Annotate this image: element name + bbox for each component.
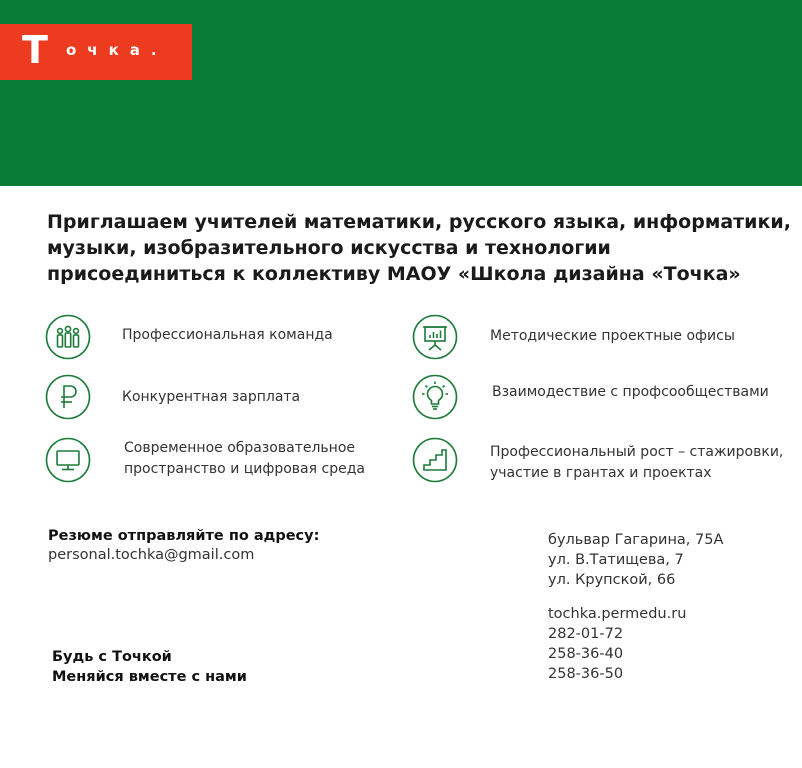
phone-number[interactable]: 258-36-50 (548, 666, 624, 682)
contact-email-link[interactable]: personal.tochka@gmail.com (48, 547, 255, 563)
feature-space-line: Современное образовательное (124, 440, 356, 456)
slogan-line: Будь с Точкой (52, 649, 172, 665)
logo-wordmark: очка. (66, 41, 168, 59)
slogan-line: Меняйся вместе с нами (52, 669, 247, 685)
feature-team-text: Профессиональная команда (122, 327, 333, 343)
feature-space-line: пространство и цифровая среда (124, 461, 365, 477)
logo-letter: Т (22, 28, 48, 72)
feature-community-text: Взаимодествие с профсообществами (492, 384, 769, 400)
ruble-icon (45, 374, 91, 420)
people-icon (45, 314, 91, 360)
phone-number[interactable]: 282-01-72 (548, 626, 624, 642)
address-line: бульвар Гагарина, 75А (548, 532, 724, 548)
title-line: присоединиться к коллективу МАОУ «Школа дизайна «Точка» (47, 263, 741, 285)
feature-growth-line: участие в грантах и проектах (490, 465, 712, 481)
feature-growth-line: Профессиональный рост – стажировки, (490, 444, 784, 460)
address-line: ул. В.Татищева, 7 (548, 552, 684, 568)
feature-offices-text: Методические проектные офисы (490, 328, 735, 344)
address-spacer (548, 590, 723, 604)
slogan (52, 647, 247, 687)
phone-number[interactable]: 258-36-40 (548, 646, 624, 662)
address-line: ул. Крупской, 66 (548, 572, 676, 588)
address-block (548, 530, 723, 684)
stairs-icon (412, 437, 458, 483)
feature-growth-text (490, 442, 783, 484)
page-title (47, 209, 791, 287)
monitor-icon (45, 437, 91, 483)
title-line: музыки, изобразительного искусства и технологии (47, 237, 611, 259)
title-line: Приглашаем учителей математики, русского языка, информатики, (47, 211, 791, 233)
feature-space-text (124, 438, 365, 480)
presentation-board-icon (412, 314, 458, 360)
feature-salary-text: Конкурентная зарплата (122, 389, 301, 405)
lightbulb-icon (412, 374, 458, 420)
logo (0, 24, 192, 80)
website-link[interactable]: tochka.permedu.ru (548, 606, 687, 622)
contact-heading: Резюме отправляйте по адресу: (48, 528, 320, 544)
